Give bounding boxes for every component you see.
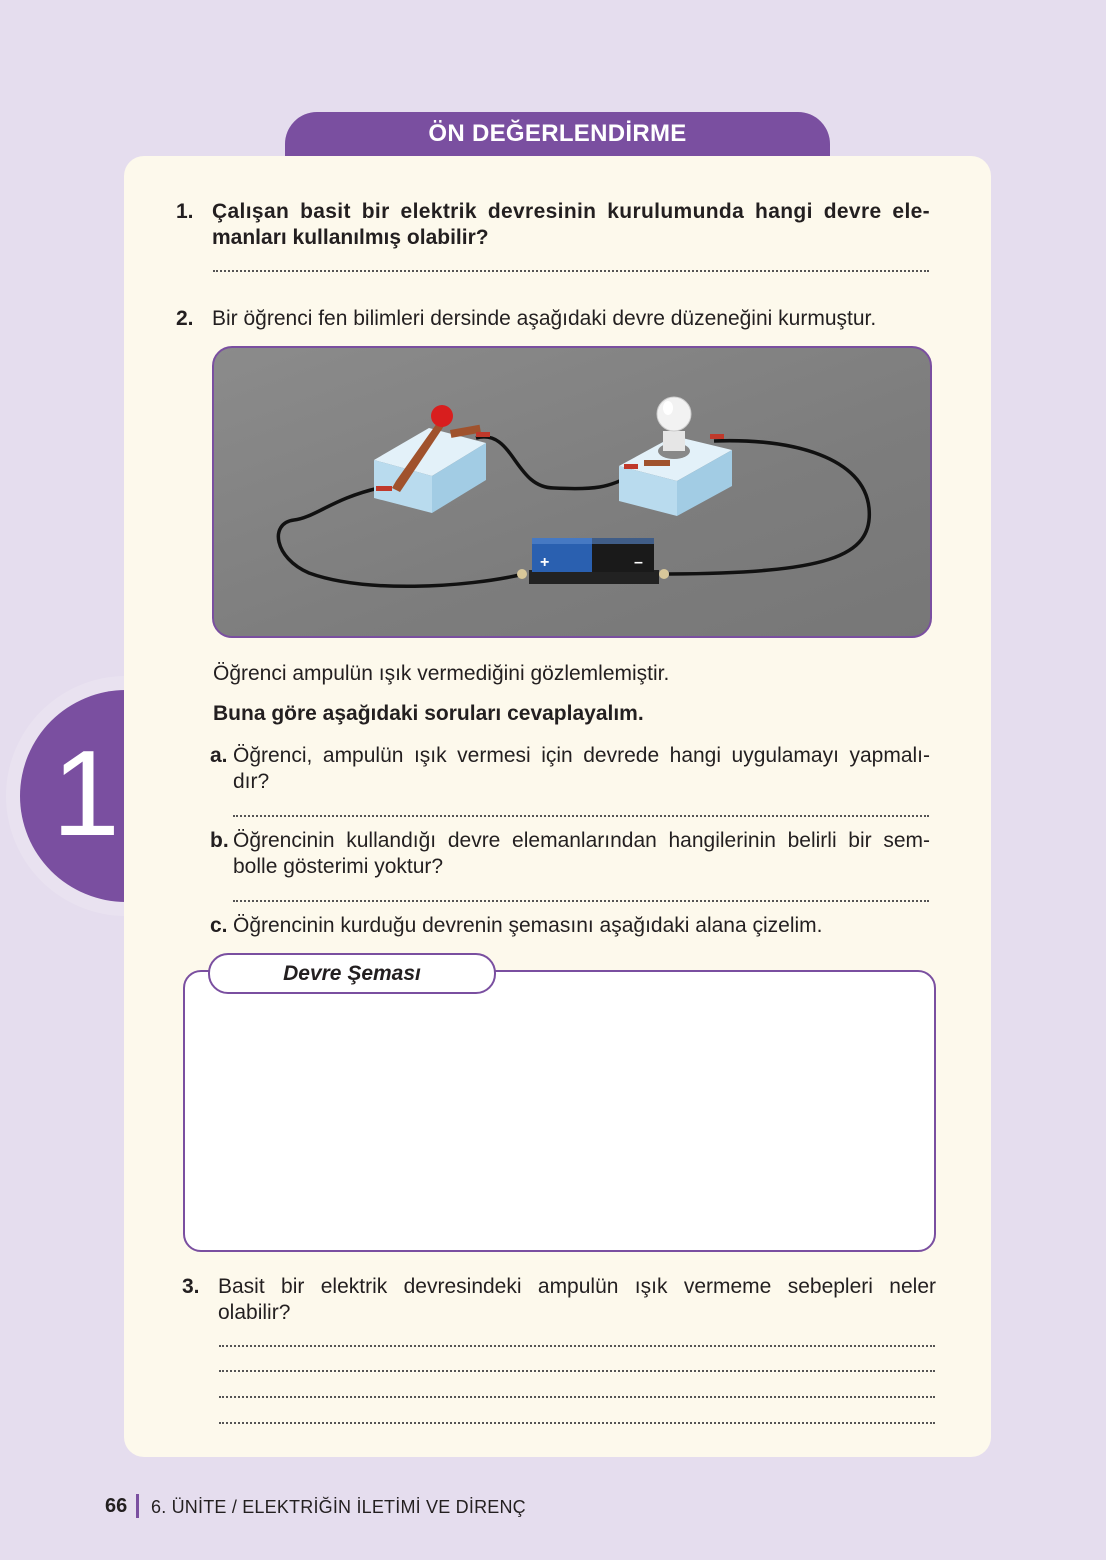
question-1-text-line2: manları kullanılmış olabilir? [212, 226, 489, 249]
subquestion-b [210, 828, 930, 880]
question-2 [176, 306, 936, 332]
schema-title: Devre Şeması [208, 953, 496, 994]
question-1-number: 1. [176, 200, 194, 223]
question-2-text: Bir öğrenci fen bilimleri dersinde aşağıdaki devre düzeneğini kurmuştur. [212, 307, 877, 330]
question-3-number: 3. [182, 1275, 200, 1298]
subquestion-a [210, 743, 930, 795]
circuit-illustration [214, 348, 930, 636]
battery-minus-label: – [634, 554, 643, 571]
observation-text: Öğrenci ampulün ışık vermediğini gözlemlemiştir. [213, 662, 670, 685]
instruction-text: Buna göre aşağıdaki soruları cevaplayalım. [213, 702, 644, 725]
wire-middle [476, 437, 634, 489]
bulb-icon [619, 397, 732, 516]
subquestion-a-label: a. [210, 744, 228, 767]
question-3-line1: Basit bir elektrik devresindeki ampulün ışık vermeme sebepleri neler [218, 1275, 936, 1298]
subquestion-b-line2: bolle gösterimi yoktur? [233, 855, 444, 878]
page-number: 66 [105, 1495, 128, 1517]
unit-title: 6. ÜNİTE / ELEKTRİĞİN İLETİMİ VE DİRENÇ [151, 1497, 526, 1517]
page-title: ÖN DEĞERLENDİRME [428, 120, 687, 147]
answer-line-q3-2[interactable] [219, 1370, 935, 1372]
answer-line-q3-4[interactable] [219, 1422, 935, 1424]
subquestion-c-label: c. [210, 914, 228, 937]
schema-drawing-area[interactable] [183, 970, 936, 1252]
answer-line-q3-3[interactable] [219, 1396, 935, 1398]
question-1-text-line1: Çalışan basit bir elektrik devresinin kurulumunda hangi devre ele- [212, 200, 930, 223]
subquestion-a-line1: Öğrenci, ampulün ışık vermesi için devrede hangi uygulamayı yapmalı- [233, 744, 930, 767]
subquestion-c [210, 913, 930, 939]
answer-line-a[interactable] [233, 815, 929, 817]
subquestion-c-text: Öğrencinin kurduğu devrenin şemasını aşağıdaki alana çizelim. [233, 914, 823, 937]
question-2-number: 2. [176, 307, 194, 330]
question-3 [182, 1274, 936, 1326]
subquestion-b-line1: Öğrencinin kullandığı devre elemanlarından hangilerinin belirli bir sem- [233, 829, 930, 852]
question-1 [176, 199, 930, 251]
answer-line-b[interactable] [233, 900, 929, 902]
chapter-number: 1 [52, 725, 120, 861]
subquestion-b-label: b. [210, 829, 229, 852]
subquestion-a-line2: dır? [233, 770, 270, 793]
battery-icon [517, 538, 669, 584]
answer-line-q3-1[interactable] [219, 1345, 935, 1347]
switch-icon [374, 405, 490, 513]
question-3-line2: olabilir? [218, 1301, 291, 1324]
answer-line-q1[interactable] [213, 270, 929, 272]
footer-divider [136, 1494, 139, 1518]
circuit-photo [212, 346, 932, 638]
battery-plus-label: + [540, 554, 550, 571]
